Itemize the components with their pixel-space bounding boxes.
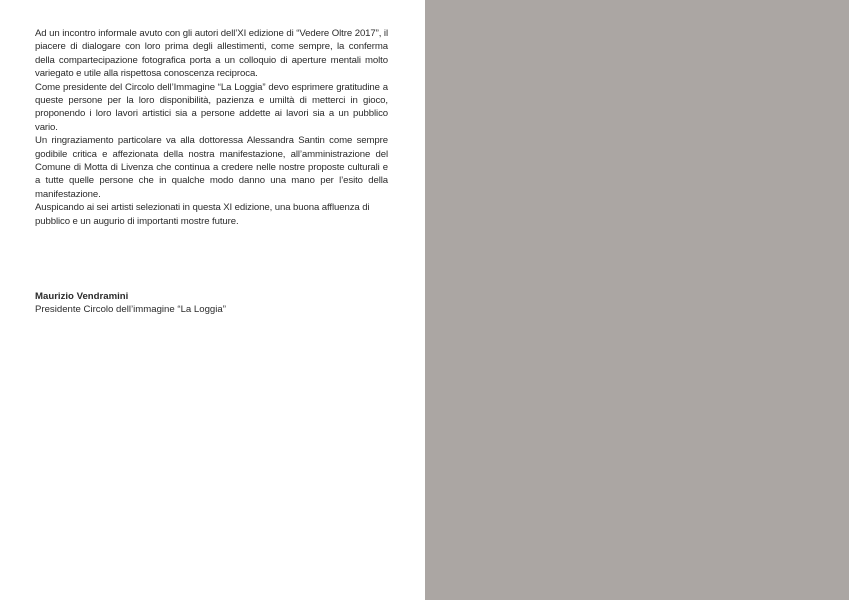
- signature-name: Maurizio Vendramini: [35, 291, 129, 302]
- right-page-gray-panel: [425, 0, 849, 600]
- paragraph-4: Auspicando ai sei artisti selezionati in questa XI edizione, una buona affluenza di pubblico e un augurio di importanti mostre future.: [35, 202, 370, 227]
- letter-body: [35, 27, 388, 228]
- paragraph-3: Un ringraziamento particolare va alla dottoressa Alessandra Santin come sempre godibile critica e affezionata della nostra manifestazione, all’amministrazione del Comune di Motta di Livenza che continua a credere nelle nostre proposte culturali e a tutte quelle persone che in qualche modo danno una mano per l’esito della manifestazione.: [35, 135, 388, 200]
- paragraph-2: Come presidente del Circolo dell’Immagine “La Loggia” devo esprimere gratitudine a queste persone per la loro disponibilità, pazienza e umiltà di metterci in gioco, proponendo i loro lavori artistici sia a persone addette ai lavori sia a un pubblico vario.: [35, 81, 388, 133]
- signature-block: [35, 290, 388, 317]
- signature-role: Presidente Circolo dell’immagine “La Loggia”: [35, 304, 226, 316]
- paragraph-1: Ad un incontro informale avuto con gli autori dell’XI edizione di “Vedere Oltre 2017”, il piacere di dialogare con loro prima degli allestimenti, come sempre, la conferma della compartecipazione fotografica porta a un colloquio di aperture mentali molto variegato e utile alla rispettosa conoscenza reciproca.: [35, 28, 388, 80]
